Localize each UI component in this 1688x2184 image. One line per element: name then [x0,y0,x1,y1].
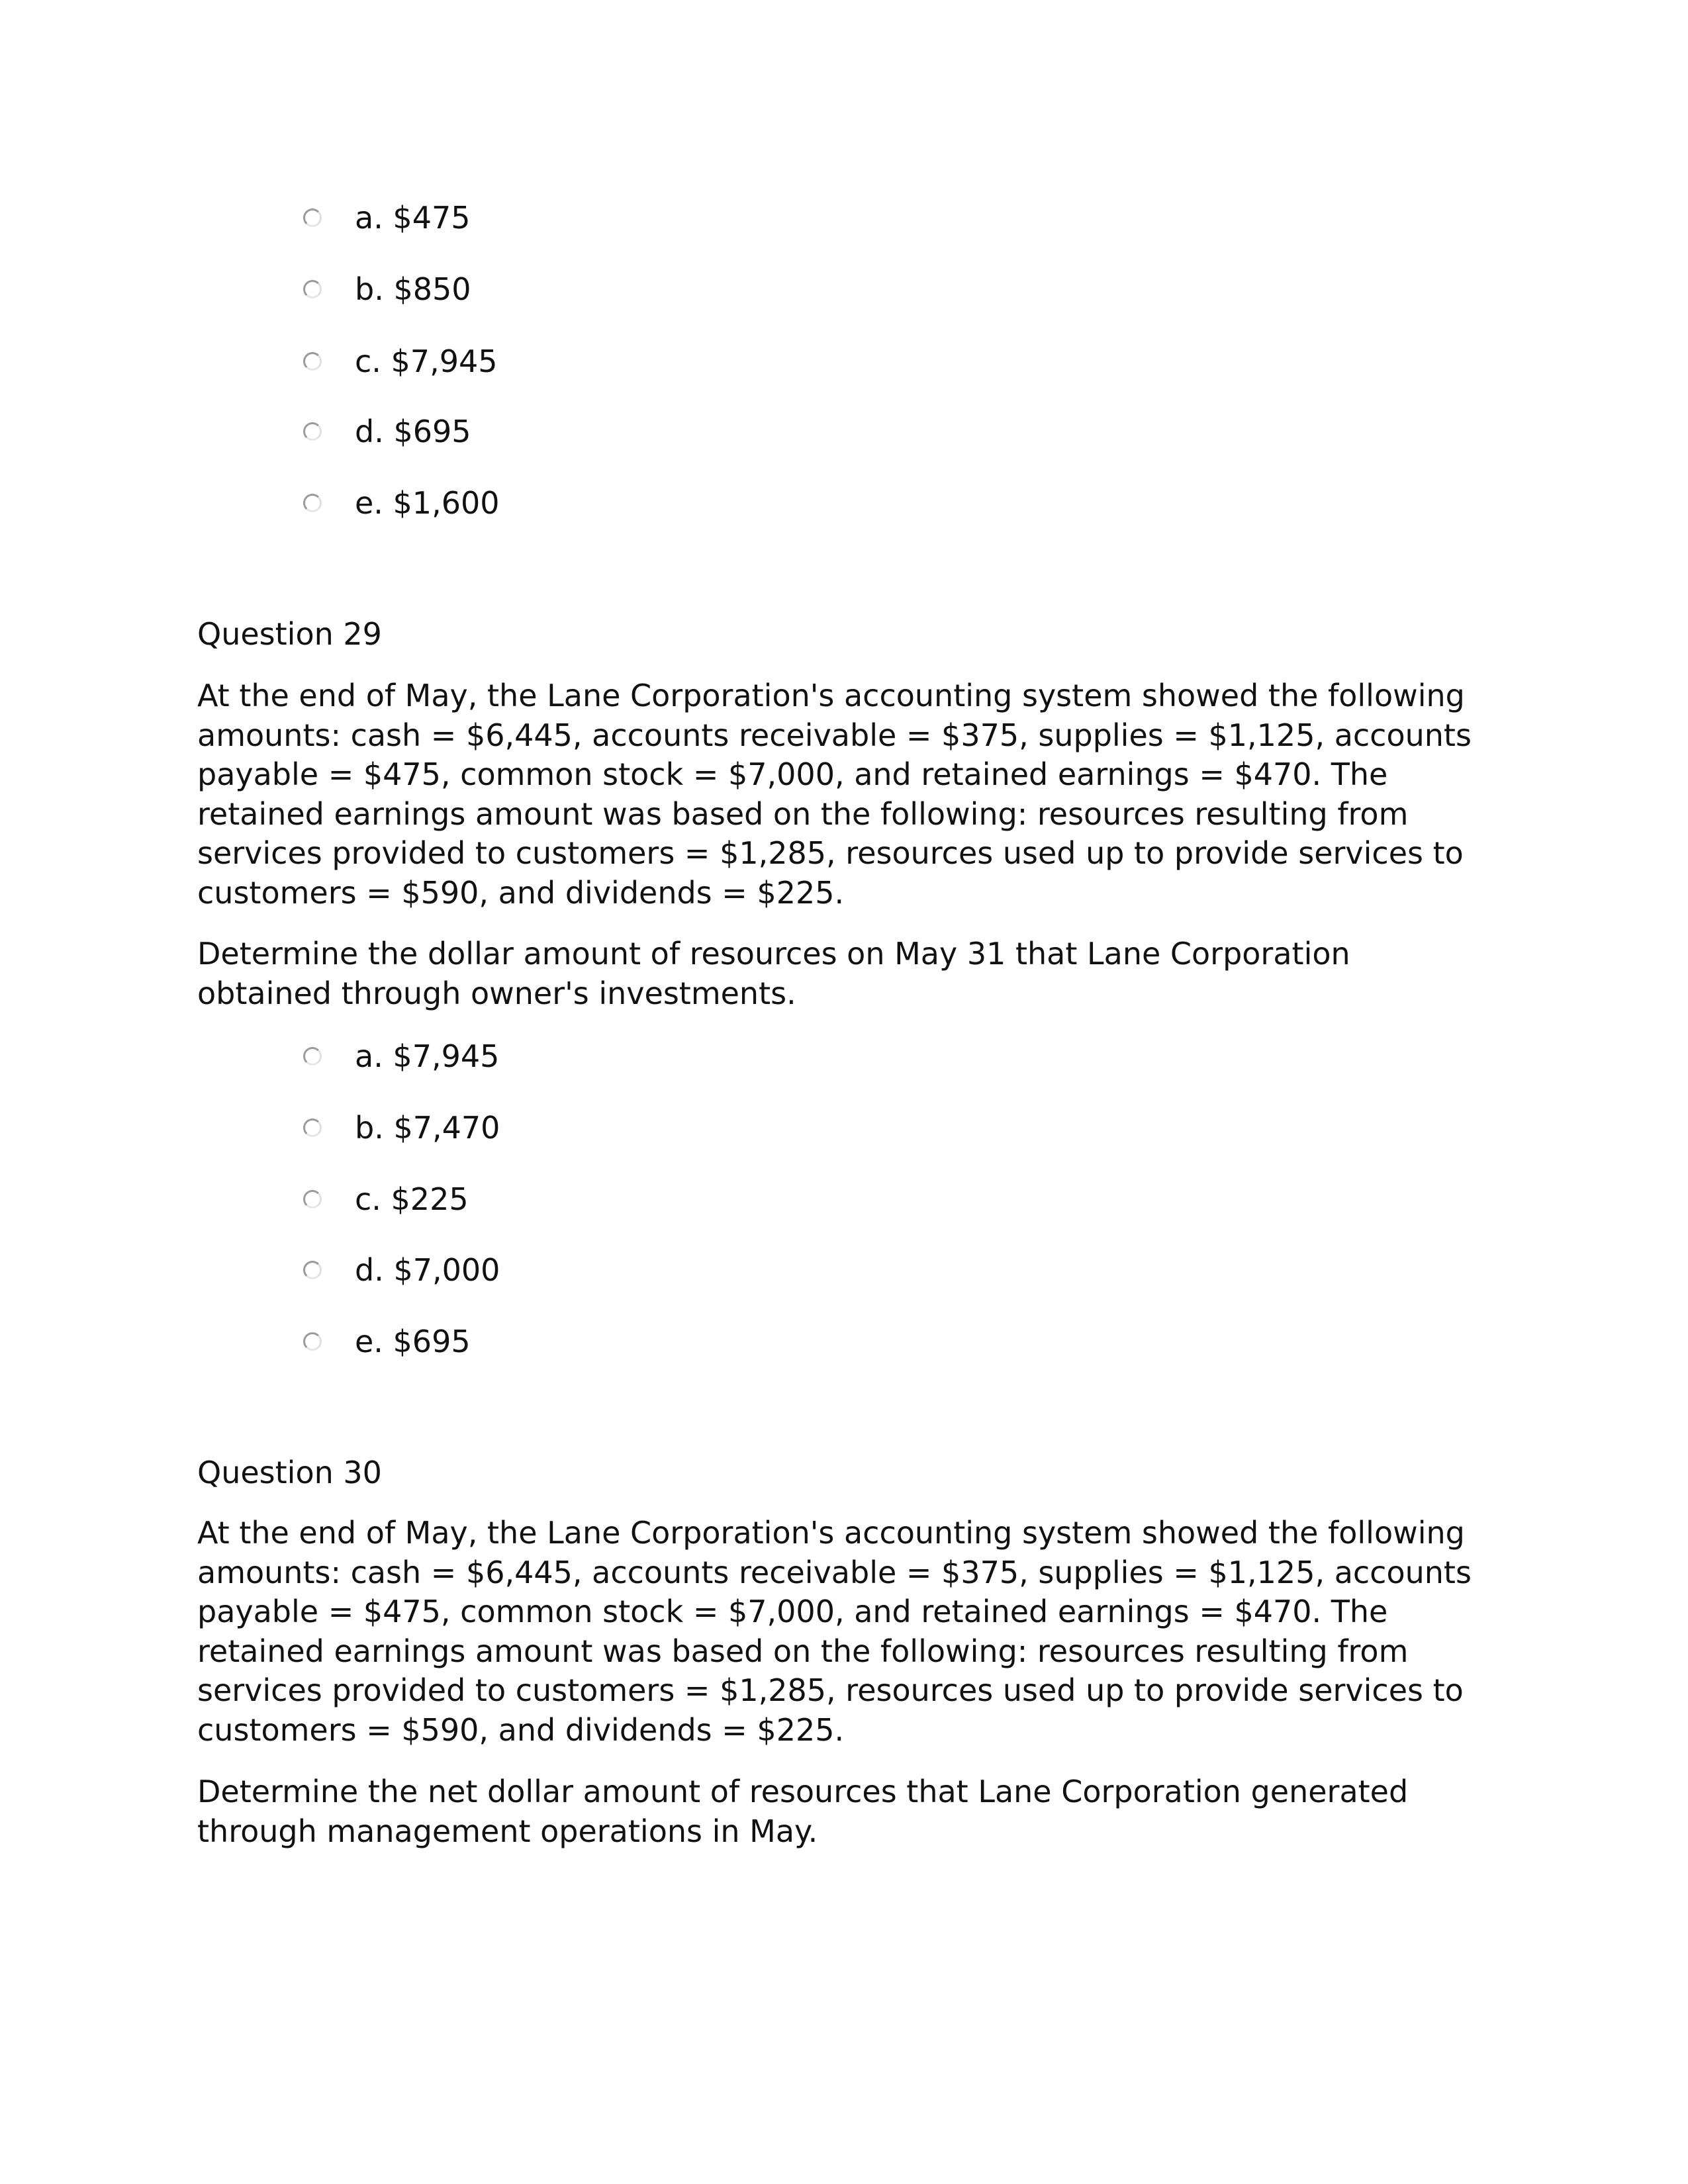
text-line: At the end of May, the Lane Corporation's accounting system showed the following [197,678,1465,713]
option-label: c. $7,945 [355,343,498,379]
text-line: Determine the net dollar amount of resources that Lane Corporation generated [197,1774,1409,1809]
text-line: retained earnings amount was based on the following: resources resulting from [197,796,1409,832]
text-line: Determine the dollar amount of resources on May 31 that Lane Corporation [197,936,1350,972]
radio-button[interactable] [303,1047,322,1066]
question-label: Question 30 [197,1455,382,1490]
text-line: customers = $590, and dividends = $225. [197,1711,845,1748]
text-line: customers = $590, and dividends = $225. [197,874,845,911]
question-stem [197,1514,1472,1750]
radio-button[interactable] [303,280,322,298]
text-line: At the end of May, the Lane Corporation's accounting system showed the following [197,1515,1465,1551]
text-line: amounts: cash = $6,445, accounts receivable = $375, supplies = $1,125, accounts [197,1554,1472,1590]
answer-option[interactable] [303,1179,469,1219]
text-line: obtained through owner's investments. [197,975,796,1011]
text-line: payable = $475, common stock = $7,000, and retained earnings = $470. The [197,1594,1388,1629]
text-line: services provided to customers = $1,285, resources used up to provide services to [197,835,1464,871]
answer-option[interactable] [303,198,471,238]
question-stem [197,676,1472,913]
text-line: through management operations in May. [197,1813,818,1849]
text-line: payable = $475, common stock = $7,000, and retained earnings = $470. The [197,756,1388,792]
radio-button[interactable] [303,1190,322,1208]
radio-button[interactable] [303,352,322,371]
option-label: d. $695 [355,414,471,449]
option-label: e. $695 [355,1324,471,1359]
radio-button[interactable] [303,422,322,441]
question-prompt [197,1772,1408,1851]
radio-button[interactable] [303,1118,322,1137]
radio-button[interactable] [303,1332,322,1351]
option-label: d. $7,000 [355,1252,500,1288]
option-label: c. $225 [355,1181,469,1217]
question-label: Question 29 [197,616,382,652]
text-line: amounts: cash = $6,445, accounts receivable = $375, supplies = $1,125, accounts [197,717,1472,753]
text-line: retained earnings amount was based on the following: resources resulting from [197,1633,1409,1669]
answer-option[interactable] [303,1322,471,1361]
answer-option[interactable] [303,1036,499,1076]
radio-button[interactable] [303,494,322,512]
question-prompt [197,934,1350,1013]
radio-button[interactable] [303,208,322,227]
option-label: b. $7,470 [355,1110,500,1146]
option-label: a. $7,945 [355,1038,500,1074]
answer-option[interactable] [303,269,471,309]
option-label: a. $475 [355,200,471,236]
option-label: e. $1,600 [355,485,500,521]
answer-option[interactable] [303,412,471,451]
answer-option[interactable] [303,1108,500,1148]
radio-button[interactable] [303,1261,322,1279]
answer-option[interactable] [303,1250,500,1290]
text-line: services provided to customers = $1,285, resources used up to provide services to [197,1672,1464,1708]
answer-option[interactable] [303,483,500,523]
answer-option[interactable] [303,341,498,381]
option-label: b. $850 [355,271,471,307]
